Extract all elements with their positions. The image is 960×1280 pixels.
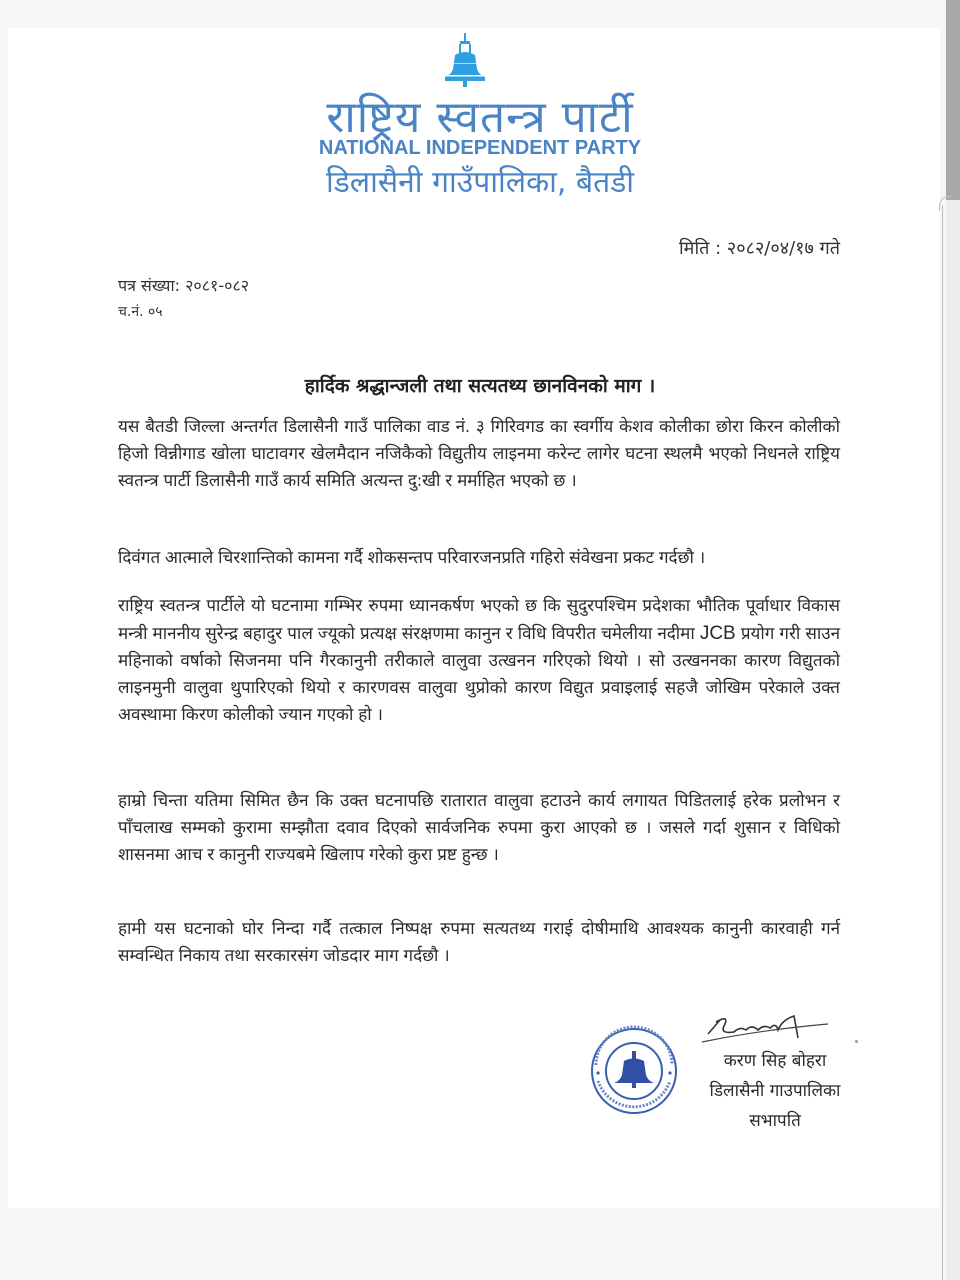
p3-text-start: राष्ट्रिय स्वतन्त्र पार्टीले यो घटनामा गम्भिर रुपमा ध्यानकर्षण भएको छ कि सुदुरपश्चिम प्रदेशका भौतिक पूर्वाधार विकास मन्त्री माननीय सुरेन्द्र बहादुर पाल ज्यूको प्रत्यक्ष संरक्षणमा कानुन र विधि विपरीत चमेलीया नदीमा (118, 596, 840, 644)
letter-subject: हार्दिक श्रद्धान्जली तथा सत्यतथ्य छानविनको माग । (304, 375, 656, 397)
jcb-term: JCB (699, 623, 736, 644)
signature-icon (700, 1012, 830, 1046)
body-paragraph-2: दिवंगत आत्माले चिरशान्तिको कामना गर्दै शोकसन्तप परिवारजनप्रति गहिरो संवेखना प्रकट गर्दछौ । (118, 548, 706, 568)
body-paragraph-4: हाम्रो चिन्ता यतिमा सिमित छैन कि उक्त घटनापछि रातारात वालुवा हटाउने कार्य लगायत पिडितलाई हरेक प्रलोभन र पाँचलाख सम्मको कुरामा सम्झौता दवाव दिएको सार्वजनिक रुपमा कुरा आएको छ । जसले गर्दा शुसान र विधिको शासनमा आच र कानुनी राज्यबमे खिलाप गरेको कुरा प्रष्ट हुन्छ । (118, 791, 840, 865)
signatory-organization: डिलासैनी गाउपालिका (709, 1081, 841, 1101)
dispatch-number: च.नं. ०५ (118, 304, 163, 320)
signatory-name: करण सिह बोहरा (723, 1051, 827, 1071)
party-stamp-icon (588, 1025, 680, 1117)
party-name-english: NATIONAL INDEPENDENT PARTY (318, 137, 642, 159)
local-unit-name: डिलासैनी गाउँपालिका, बैतडी (325, 165, 635, 200)
letter-date: मिति : २०८२/०४/१७ गते (679, 238, 840, 259)
paper-speck (855, 1040, 858, 1043)
p3-text-end: प्रयोग गरी साउन महिनाको वर्षाको सिजनमा पनि गैरकानुनी तरीकाले वालुवा उत्खनन गरिएको थियो । सो उत्खननका कारण विद्युतको लाइनमुनी वालुवा थुपारिएको थियो र कारणवस वालुवा थुप्रोको कारण विद्युत प्रवाइलाई सहजै जोखिम परेकाले उक्त अवस्थामा किरण कोलीको ज्यान गएको हो । (118, 624, 841, 725)
body-paragraph-3 (118, 593, 840, 729)
bell-icon (443, 33, 487, 89)
signatory-title: सभापति (749, 1111, 801, 1131)
reference-number: पत्र संख्या: २०८१-०८२ (118, 276, 250, 295)
scroll-edge-line (942, 205, 943, 1280)
body-paragraph-5: हामी यस घटनाको घोर निन्दा गर्दै तत्काल निष्पक्ष रुपमा सत्यतथ्य गराई दोषीमाथि आवश्यक कानुनी कारवाही गर्न सम्वन्धित निकाय तथा सरकारसंग जोडदार माग गर्दछौ । (118, 919, 840, 966)
body-paragraph-1: यस बैतडी जिल्ला अन्तर्गत डिलासैनी गाउँ पालिका वाड नं. ३ गिरिवगड का स्वर्गीय केशव कोलीका छोरा किरन कोलीको हिजो विन्नीगाड खोला घाटावगर खेलमैदान नजिकैको विद्युतीय लाइनमा करेन्ट लागेर घटना स्थलमै भएको निधनले राष्ट्रिय स्वतन्त्र पार्टी डिलासैनी गाउँ कार्य समिति अत्यन्त दु:खी र मर्माहित भएको छ । (118, 417, 840, 491)
party-name-nepali: राष्ट्रिय स्वतन्त्र पार्टी (326, 92, 634, 143)
